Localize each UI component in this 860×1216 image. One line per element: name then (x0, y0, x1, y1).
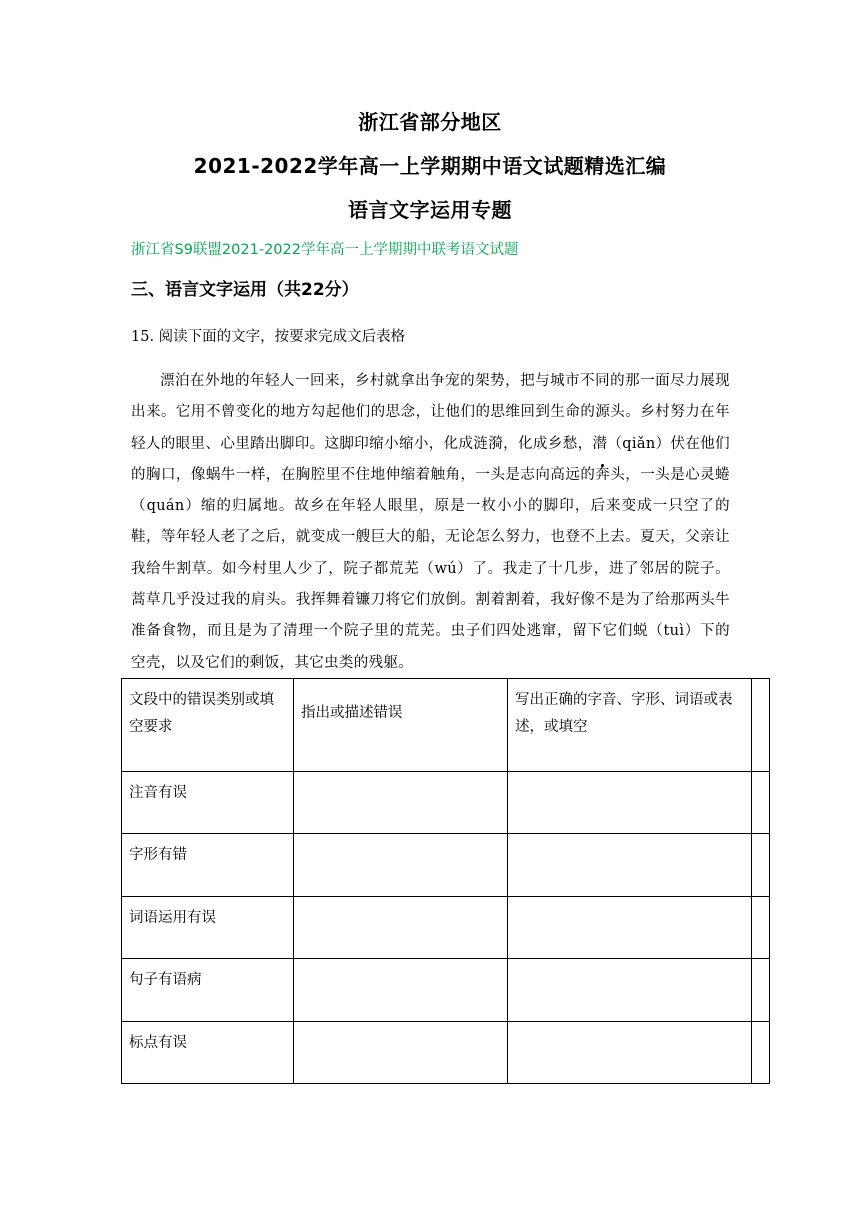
table-row (122, 1021, 770, 1083)
row-label: 句子有语病 (122, 959, 294, 1021)
answer-cell[interactable] (508, 959, 752, 1021)
emphasis-dotted-char: 奔 (595, 466, 611, 483)
table-row (122, 959, 770, 1021)
table-extra-column (752, 896, 770, 958)
row-label: 注音有误 (122, 772, 294, 834)
section-heading: 三、语言文字运用（共22分） (131, 280, 359, 300)
table-row (122, 896, 770, 958)
header-cell-category: 文段中的错误类别或填空要求 (122, 679, 294, 772)
table-extra-column (752, 772, 770, 834)
row-label: 标点有误 (122, 1021, 294, 1083)
answer-cell[interactable] (294, 772, 508, 834)
title-line-3: 语言文字运用专题 (348, 198, 512, 222)
table-header-row (122, 679, 770, 772)
header-cell-error: 指出或描述错误 (294, 679, 508, 772)
passage-part-1: 漂泊在外地的年轻人一回来，乡村就拿出争宠的架势，把与城市不同的那一面尽力展现出来。它用不曾变化的地方勾起他们的思念，让他们的思维回到生命的源头。乡村努力在年轻人的眼里、心里踏出脚印。这脚印缩小缩小，化成涟漪，化成乡愁，潜（qiǎn）伏在他们的胸口，像蜗牛一样，在胸腔里不住地伸缩着触角，一头是志向高远的 (131, 373, 730, 483)
row-label: 字形有错 (122, 834, 294, 896)
answer-cell[interactable] (294, 1021, 508, 1083)
answer-cell[interactable] (508, 834, 752, 896)
reading-passage (131, 366, 730, 679)
table-extra-column (752, 679, 770, 772)
table-extra-column (752, 1021, 770, 1083)
passage-part-2: 头，一头是心灵蜷（quán）缩的归属地。故乡在年轻人眼里，原是一枚小小的脚印，后来变成一只空了的鞋，等年轻人老了之后，就变成一艘巨大的船，无论怎么努力，也登不上去。夏天，父亲让我给牛割草。如今村里人少了，院子都荒芜（wú）了。我走了十几步，进了邻居的院子。 蒿草几乎没过我的肩头。我挥舞着镰刀将它们放倒。割着割着，我好像不是为了给那两头牛准备食物，而且是为了清理一个院子里的荒芜。虫子们四处逃窜，留下它们蜕（tuì）下的空壳，以及它们的剩饭，其它虫类的残躯。 (131, 466, 730, 671)
table-row (122, 772, 770, 834)
answer-cell[interactable] (294, 834, 508, 896)
answer-cell[interactable] (294, 896, 508, 958)
exam-source: 浙江省S9联盟2021-2022学年高一上学期期中联考语文试题 (131, 242, 519, 258)
table-extra-column (752, 959, 770, 1021)
answer-cell[interactable] (294, 959, 508, 1021)
question-prompt: 15. 阅读下面的文字，按要求完成文后表格 (131, 329, 406, 345)
answer-cell[interactable] (508, 1021, 752, 1083)
row-label: 词语运用有误 (122, 896, 294, 958)
answer-table (121, 678, 770, 1084)
title-line-2: 2021-2022学年高一上学期期中语文试题精选汇编 (193, 154, 667, 178)
title-line-1: 浙江省部分地区 (358, 110, 502, 134)
answer-cell[interactable] (508, 896, 752, 958)
answer-cell[interactable] (508, 772, 752, 834)
table-extra-column (752, 834, 770, 896)
header-cell-correction: 写出正确的字音、字形、词语或表述，或填空 (508, 679, 752, 772)
table-row (122, 834, 770, 896)
